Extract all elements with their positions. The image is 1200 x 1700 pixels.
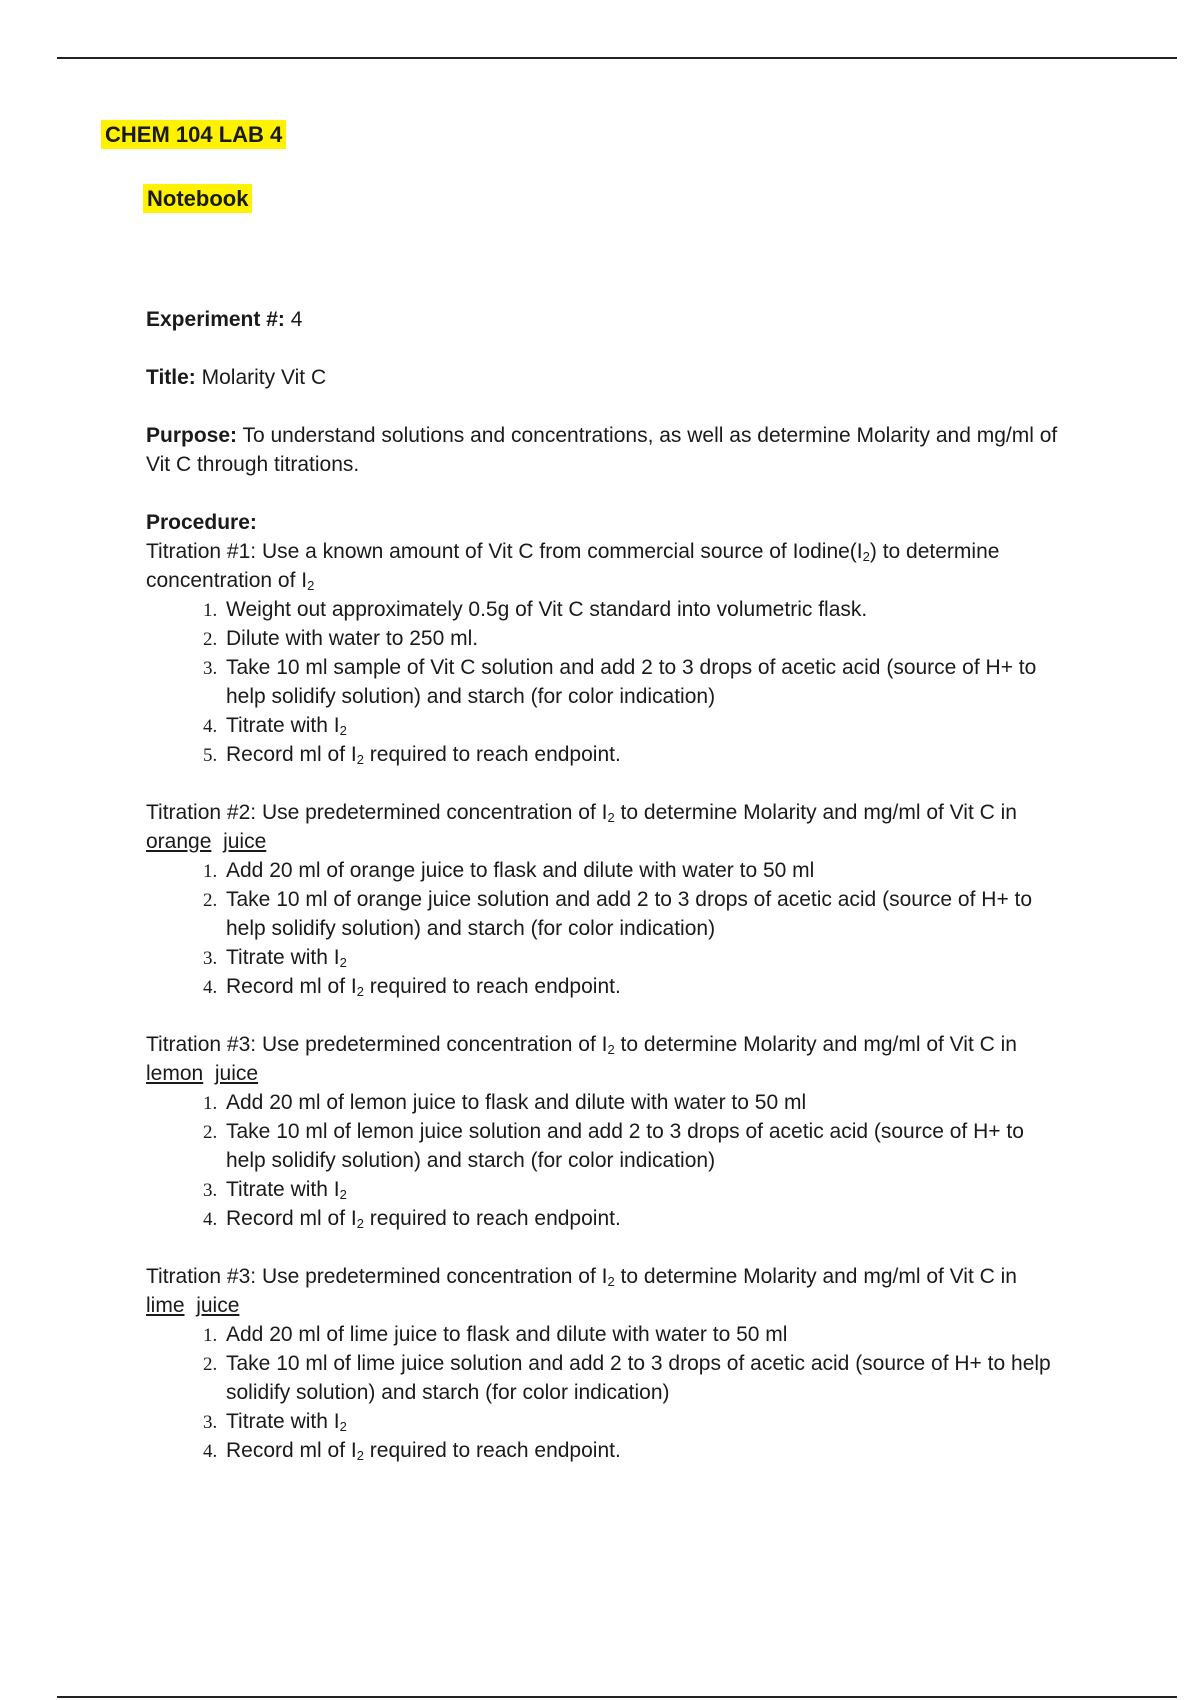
juice-word: juice	[223, 830, 267, 853]
experiment-value: 4	[284, 308, 303, 331]
list-item: 1. Add 20 ml of orange juice to flask and dilute with water to 50 ml	[222, 856, 1066, 885]
titration-2-steps	[146, 856, 1066, 1001]
top-rule	[57, 57, 1177, 59]
titration-1-steps	[146, 595, 1066, 769]
titration-3-section	[146, 1030, 1066, 1233]
juice-word: juice	[196, 1294, 240, 1317]
title-field	[146, 363, 1066, 392]
experiment-field	[146, 305, 1066, 334]
course-title	[101, 122, 286, 148]
titration-4-intro: Titration #3: Use predetermined concentration of $I_2$ to determine Molarity and mg/ml of Vit C in lime juice	[146, 1265, 1017, 1317]
purpose-value: To understand solutions and concentrations, as well as determine Molarity and mg/ml of Vit C through titrations.	[146, 424, 1058, 476]
list-item: 4. Record ml of $I_2$ required to reach endpoint.	[222, 1436, 1066, 1465]
list-item: 4. Record ml of $I_2$ required to reach endpoint.	[222, 972, 1066, 1001]
notebook-heading	[143, 186, 252, 212]
titration-2-section	[146, 798, 1066, 1001]
titration-1-section	[146, 537, 1066, 769]
list-item: 2. Dilute with water to 250 ml.	[222, 624, 1066, 653]
titration-3-intro: Titration #3: Use predetermined concentration of $I_2$ to determine Molarity and mg/ml of Vit C in lemon juice	[146, 1033, 1017, 1085]
list-item: 3. Titrate with $I_2$	[222, 1175, 1066, 1204]
list-item: 2. Take 10 ml of lemon juice solution and add 2 to 3 drops of acetic acid (source of H+ to help solidify solution) and starch (for color indication)	[222, 1117, 1066, 1175]
juice-name: lemon	[146, 1062, 204, 1085]
juice-name: orange	[146, 830, 212, 853]
list-item: 4. Titrate with $I_2$	[222, 711, 1066, 740]
titration-3-steps	[146, 1088, 1066, 1233]
list-item: 1. Add 20 ml of lime juice to flask and dilute with water to 50 ml	[222, 1320, 1066, 1349]
bottom-rule	[57, 1696, 1177, 1698]
course-title-text: CHEM 104 LAB 4	[101, 120, 286, 149]
list-item: 3. Titrate with $I_2$	[222, 943, 1066, 972]
title-label: Title:	[146, 366, 196, 389]
titration-1-intro: Titration #1: Use a known amount of Vit C from commercial source of $Iodine(I_2)$ to determine concentration of $I_2$	[146, 540, 1000, 593]
juice-name: lime	[146, 1294, 185, 1317]
notebook-content	[146, 305, 1066, 1494]
procedure-heading: Procedure:	[146, 511, 257, 534]
list-item: 3. Titrate with $I_2$	[222, 1407, 1066, 1436]
list-item: 1. Weight out approximately 0.5g of Vit C standard into volumetric flask.	[222, 595, 1066, 624]
juice-word: juice	[214, 1062, 259, 1085]
title-value: Molarity Vit C	[195, 366, 327, 389]
purpose-label: Purpose:	[146, 424, 238, 447]
list-item: 3. Take 10 ml sample of Vit C solution and add 2 to 3 drops of acetic acid (source of H+ to help solidify solution) and starch (for color indication)	[222, 653, 1066, 711]
purpose-field	[146, 421, 1066, 479]
list-item: 2. Take 10 ml of orange juice solution and add 2 to 3 drops of acetic acid (source of H+ to help solidify solution) and starch (for color indication)	[222, 885, 1066, 943]
list-item: 1. Add 20 ml of lemon juice to flask and dilute with water to 50 ml	[222, 1088, 1066, 1117]
list-item: 2. Take 10 ml of lime juice solution and add 2 to 3 drops of acetic acid (source of H+ to help solidify solution) and starch (for color indication)	[222, 1349, 1066, 1407]
titration-2-intro: Titration #2: Use predetermined concentration of $I_2$ to determine Molarity and mg/ml of Vit C in orange juice	[146, 801, 1017, 853]
list-item: 5. Record ml of $I_2$ required to reach endpoint.	[222, 740, 1066, 769]
titration-4-section	[146, 1262, 1066, 1465]
titration-4-steps	[146, 1320, 1066, 1465]
experiment-label: Experiment #:	[146, 308, 285, 331]
list-item: 4. Record ml of $I_2$ required to reach endpoint.	[222, 1204, 1066, 1233]
notebook-heading-text: Notebook	[143, 184, 252, 213]
